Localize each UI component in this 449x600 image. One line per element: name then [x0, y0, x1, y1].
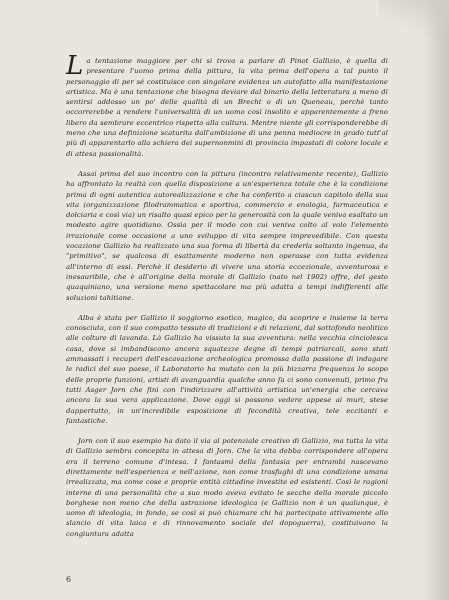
paragraph-3: Alba è stata per Gallizio il soggiorno esotico, magico, da scoprire e insieme la terra conosciuta, con il suo compatto tessuto di tradizioni e di relazioni, dal sottofondo neolitico alle colture di lavanda. Là Gallizio ha vissuto la sua avventura: nella vecchia cinciolesca casa, dove si imbandiscono ancora squatezze degne di tempi patriarcali, sono stati ammassati i recuperi dell'escavazione archeologica promossa dalla passione di indagare le radici del suo paese, il Laboratorio ha mutato con la più bizzarra frequenza lo scopo delle proprie funzioni, artisti di avanguardia qualche anno fa ci sono convenuti, primo fra tutti Asger Jorn che fini con l'indirizzare all'attività artistica un'energia che cercava ancora la sua vera applicazione. Dove oggi si possono vedere appese ai muri, stese dappertutto, in un'incredibile esposizione di fecondità creativa, tele eccitanti e fantastiche. — [66, 313, 388, 425]
paragraph-1 — [66, 51, 388, 159]
page-corner-shadow — [379, 0, 449, 40]
article-text — [66, 51, 388, 539]
paragraph-4: Jorn con il suo esempio ha dato il via al potenziale creativo di Gallizio, ma tutta la vita di Gallizio sembra concepita in attesa di Jorn. Che la vita debba corrispondere all'opera era il terreno comune d'intesa. I fantasmi della fantasia per entrambi nascevano direttamente nell'esperienza e nell'azione, non come trasfughi di una condizione umana irrealizzata, ma come cose e proprie entità cittadine investite ed esistenti. Così le ragioni interne di una personalità che a suo modo aveva evitato le secche della morale piccolo borghese non meno che della astrazione ideologica (e Gallizio non è un qualunque, è uomo di ideologia, in fondo, se così si può chiamare chi ha partecipato attivamente allo slancio di vita laica e di rinnovamento sociale del dopoguerra), costituivano la congiuntura adatta — [66, 437, 388, 538]
paragraph-1-text: a tentazione maggiore per chi si trova a parlare di Pinot Gallizio, è quella di presentare l'uomo prima della pittura, la vita prima dell'opera a tal punto il personaggio di per sé costituisce con singolare evidenza un autofatto alla manifestazione artistica. Ma è una tentazione che bisogna deviare dal binario della letteratura a meno di sentirsi addosso un po' delle qualità di un Brecht o di un Queneau, perchè tanto occorrerebbe a rendere l'universalità di un uomo così insolito e apparentemente a freno libero da sembrare eccentrico rispetto alla cultura. Mentre niente gli corrisponderebbe di meno che una definizione scaturita dall'ambizione di una penna mediocre in grado tutt'al più di apparentarlo alla schiera dei supernonmini di provincia impastati di colore locale e di attesa passionalità. — [66, 57, 388, 158]
page-edge-shadow — [423, 0, 449, 600]
paragraph-2: Assai prima del suo incontro con la pittura (incontro relativamente recente), Gallizio ha affrontato la realtà con quella disposizione a un'esperienza totale che è la condizione prima di ogni autentica autorealizzazione e che ha conferito a ciascun capitolo della sua vita (organizzazione filodrammatica e sportiva, commercio e enologia, farmaceutica e dolciaria e così via) un risalto quasi epico per la generosità con la quale veniva esaltato un modesto agire quotidiano. Ossia per il modo con cui veniva colto al volo l'elemento irrazionale come occasione a uno sviluppo di vita sempre imprevedibile. Con questa vocazione Gallizio ha realizzato una sua forma di libertà da crederla soltanto ingenua, da "primitivo", se qualcosa di esattamente moderno non operasse con tutta evidenza all'interno di essi. Perchè il desiderio di vivere una storia eccezionale, avventurosa e inesauribile, che è all'origine della morale di Gallizio (nato nel 1902) offre, del gesto quaquiniano, una versione meno spettacolare ma più adatta a tempi indifferenti alle soluzioni tahitiane. — [66, 169, 388, 302]
drop-cap: L — [66, 51, 84, 81]
page-number: 6 — [66, 575, 72, 584]
